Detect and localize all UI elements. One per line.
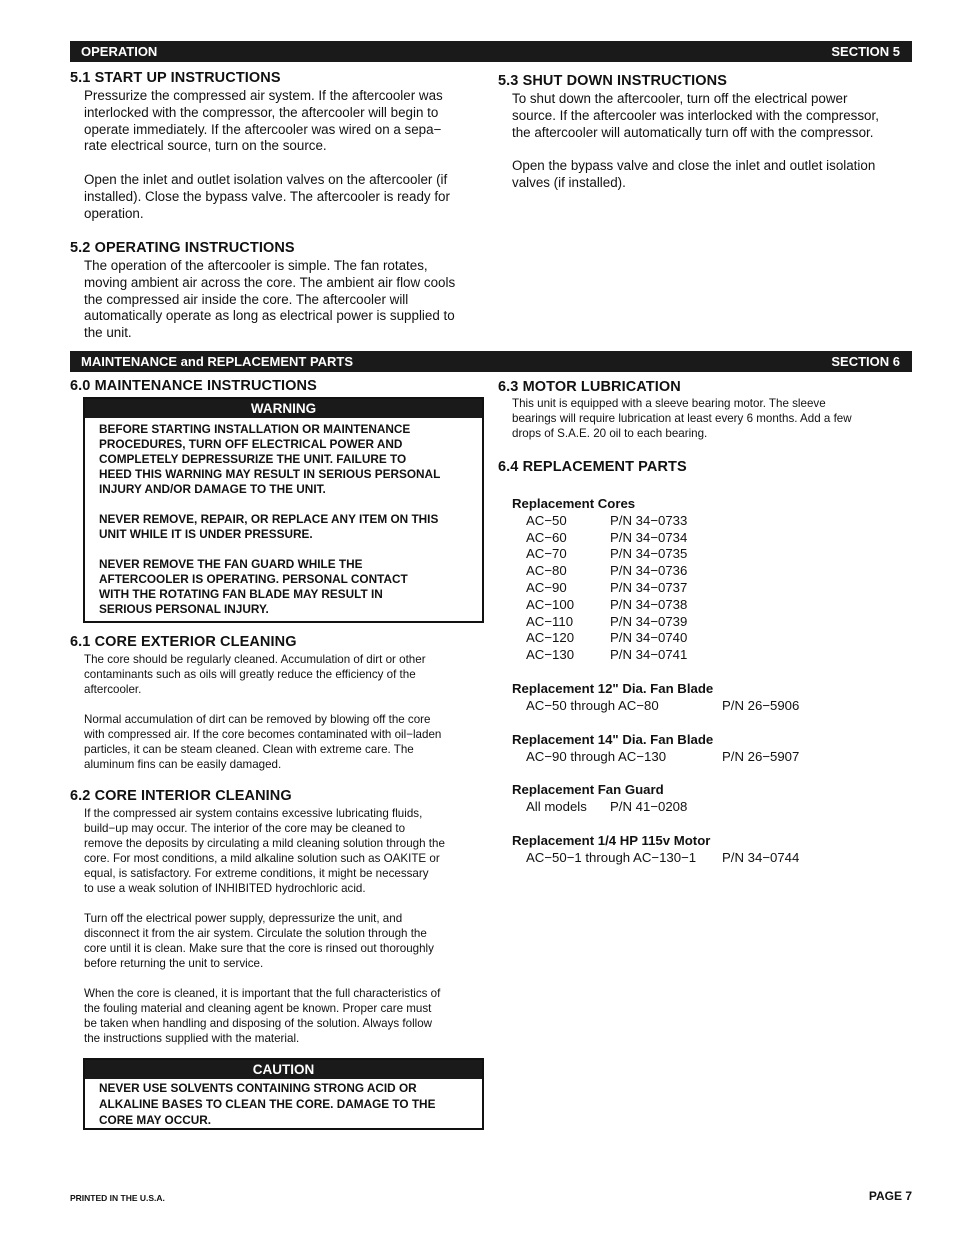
core-part-number: P/N 34−0734 bbox=[610, 529, 688, 545]
section-heading: 6.0 MAINTENANCE INSTRUCTIONS bbox=[70, 378, 317, 394]
core-interior-section bbox=[70, 788, 490, 1046]
section-number: SECTION 5 bbox=[831, 44, 900, 59]
section-6-header bbox=[70, 351, 912, 372]
part-title: Replacement 1/4 HP 115v Motor bbox=[512, 833, 711, 848]
warning-text: BEFORE STARTING INSTALLATION OR MAINTENANCE PROCEDURES, TURN OFF ELECTRICAL POWER AND COMPLETELY DEPRESSURIZE THE UNIT. FAILURE TO HEED THIS WARNING MAY RESULT IN SERIOUS PERSONAL INJURY AND/OR DAMAGE TO THE UNIT. bbox=[99, 422, 441, 496]
paragraph: Open the inlet and outlet isolation valves on the aftercooler (if installed). Close the bypass valve. The aftercooler is ready for operation. bbox=[84, 171, 450, 221]
caution-title: CAUTION bbox=[85, 1060, 482, 1079]
core-part-number: P/N 34−0738 bbox=[610, 596, 688, 612]
motor-lubrication-section bbox=[498, 379, 912, 441]
fan-blade-14-part bbox=[512, 732, 912, 766]
warning-text: NEVER REMOVE, REPAIR, OR REPLACE ANY ITEM ON THIS UNIT WHILE IT IS UNDER PRESSURE. bbox=[99, 512, 439, 541]
paragraph: The core should be regularly cleaned. Accumulation of dirt or other contaminants such as oils will greatly reduce the efficiency of the aftercooler. bbox=[84, 653, 426, 696]
part-title: Replacement 14" Dia. Fan Blade bbox=[512, 732, 714, 747]
part-models: AC−90 through AC−130 bbox=[526, 748, 667, 764]
table-row bbox=[512, 597, 912, 614]
cores-list bbox=[512, 513, 912, 664]
operating-section bbox=[70, 240, 490, 342]
part-row bbox=[512, 850, 912, 867]
page-number: PAGE 7 bbox=[868, 1189, 912, 1203]
fan-blade-12-part bbox=[512, 681, 912, 715]
core-part-number: P/N 34−0736 bbox=[610, 563, 688, 579]
core-model: AC−110 bbox=[526, 613, 574, 629]
section-heading: 5.1 START UP INSTRUCTIONS bbox=[70, 70, 281, 86]
section-heading: 6.2 CORE INTERIOR CLEANING bbox=[70, 788, 292, 804]
part-number: P/N 34−0744 bbox=[722, 849, 800, 865]
core-model: AC−130 bbox=[526, 647, 575, 663]
paragraph: The operation of the aftercooler is simple. The fan rotates, moving ambient air across the core. The ambient air flow cools the compressed air inside the core. The aftercooler will automatically operate as long as electrical power is supplied to the unit. bbox=[84, 258, 456, 341]
core-model: AC−90 bbox=[526, 579, 567, 595]
shut-down-section bbox=[498, 73, 912, 192]
part-row bbox=[512, 749, 912, 766]
core-part-number: P/N 34−0737 bbox=[610, 579, 688, 595]
section-heading: 5.3 SHUT DOWN INSTRUCTIONS bbox=[498, 73, 727, 89]
core-part-number: P/N 34−0739 bbox=[610, 613, 688, 629]
core-model: AC−50 bbox=[526, 512, 567, 528]
section-heading: 5.2 OPERATING INSTRUCTIONS bbox=[70, 240, 295, 256]
paragraph: Normal accumulation of dirt can be removed by blowing off the core with compressed air. If the core becomes contaminated with oil−laden particles, it can be steam cleaned. Clean with extreme care. The aluminum fins can be easily damaged. bbox=[84, 713, 442, 771]
paragraph: When the core is cleaned, it is important that the full characteristics of the fouling material and cleaning agent be known. Proper care must be taken when handling and disposing of the solution. Always follow the instructions supplied with the material. bbox=[84, 987, 441, 1045]
core-exterior-section bbox=[70, 634, 490, 772]
part-row bbox=[512, 698, 912, 715]
section-heading: 6.3 MOTOR LUBRICATION bbox=[498, 379, 681, 395]
table-row bbox=[512, 530, 912, 547]
table-row bbox=[512, 580, 912, 597]
section-title: OPERATION bbox=[81, 44, 158, 59]
paragraph: Pressurize the compressed air system. If the aftercooler was interlocked with the compressor, the aftercooler will begin to operate immediately. If the aftercooler was wired on a sepa− rate electrical source, turn on the source. bbox=[84, 88, 443, 154]
replacement-parts-section bbox=[498, 459, 912, 475]
table-title: Replacement Cores bbox=[512, 496, 636, 511]
core-model: AC−70 bbox=[526, 546, 567, 562]
paragraph: Turn off the electrical power supply, depressurize the unit, and disconnect it from the air system. Circulate the solution through the core until it is clean. Make sure that the core is rinsed out thoroughly before returning the unit to service. bbox=[84, 912, 434, 970]
motor-part bbox=[512, 833, 912, 867]
caution-text: NEVER USE SOLVENTS CONTAINING STRONG ACID OR ALKALINE BASES TO CLEAN THE CORE. DAMAGE TO THE CORE MAY OCCUR. bbox=[99, 1081, 436, 1127]
maintenance-section bbox=[70, 378, 490, 394]
paragraph: This unit is equipped with a sleeve bearing motor. The sleeve bearings will require lubrication at least every 6 months. Add a few drops of S.A.E. 20 oil to each bearing. bbox=[512, 397, 852, 440]
warning-title: WARNING bbox=[85, 399, 482, 418]
part-title: Replacement 12" Dia. Fan Blade bbox=[512, 681, 714, 696]
table-row bbox=[512, 647, 912, 664]
caution-box bbox=[83, 1058, 484, 1130]
core-part-number: P/N 34−0735 bbox=[610, 546, 688, 562]
start-up-section bbox=[70, 70, 490, 222]
section-heading: 6.4 REPLACEMENT PARTS bbox=[498, 459, 687, 475]
section-5-header bbox=[70, 41, 912, 62]
fan-guard-part bbox=[512, 782, 912, 816]
section-heading: 6.1 CORE EXTERIOR CLEANING bbox=[70, 634, 297, 650]
table-row bbox=[512, 614, 912, 631]
section-title: MAINTENANCE and REPLACEMENT PARTS bbox=[81, 354, 354, 369]
paragraph: To shut down the aftercooler, turn off the electrical power source. If the aftercooler was interlocked with the compressor, the aftercooler will automatically turn off with the compressor. bbox=[512, 91, 879, 140]
core-part-number: P/N 34−0740 bbox=[610, 630, 688, 646]
paragraph: Open the bypass valve and close the inlet and outlet isolation valves (if installed). bbox=[512, 158, 876, 190]
table-row bbox=[512, 563, 912, 580]
core-model: AC−80 bbox=[526, 563, 567, 579]
part-models: AC−50 through AC−80 bbox=[526, 697, 659, 713]
core-model: AC−120 bbox=[526, 630, 575, 646]
table-row bbox=[512, 630, 912, 647]
part-number: P/N 26−5906 bbox=[722, 697, 800, 713]
part-row bbox=[512, 799, 912, 816]
part-title: Replacement Fan Guard bbox=[512, 782, 664, 797]
replacement-cores-table bbox=[512, 496, 912, 664]
warning-text: NEVER REMOVE THE FAN GUARD WHILE THE AFTERCOOLER IS OPERATING. PERSONAL CONTACT WITH THE ROTATING FAN BLADE MAY RESULT IN SERIOUS PERSONAL INJURY. bbox=[99, 557, 408, 616]
part-models: AC−50−1 through AC−130−1 bbox=[526, 849, 697, 865]
core-model: AC−100 bbox=[526, 596, 575, 612]
table-row bbox=[512, 513, 912, 530]
section-number: SECTION 6 bbox=[831, 354, 900, 369]
core-model: AC−60 bbox=[526, 529, 567, 545]
part-number: P/N 41−0208 bbox=[610, 798, 688, 814]
part-number: P/N 26−5907 bbox=[722, 748, 800, 764]
part-models: All models bbox=[526, 798, 587, 814]
table-row bbox=[512, 546, 912, 563]
core-part-number: P/N 34−0741 bbox=[610, 647, 688, 663]
core-part-number: P/N 34−0733 bbox=[610, 512, 688, 528]
printed-note: PRINTED IN THE U.S.A. bbox=[70, 1193, 165, 1203]
paragraph: If the compressed air system contains excessive lubricating fluids, build−up may occur. The interior of the core may be cleaned to remove the deposits by circulating a mild cleaning solution through the core. For most conditions, a mild alkaline solution such as OAKITE or equal, is satisfactory. For extreme conditions, it might be necessary to use a weak solution of INHIBITED hydrochloric acid. bbox=[84, 807, 445, 895]
warning-box bbox=[83, 397, 484, 623]
